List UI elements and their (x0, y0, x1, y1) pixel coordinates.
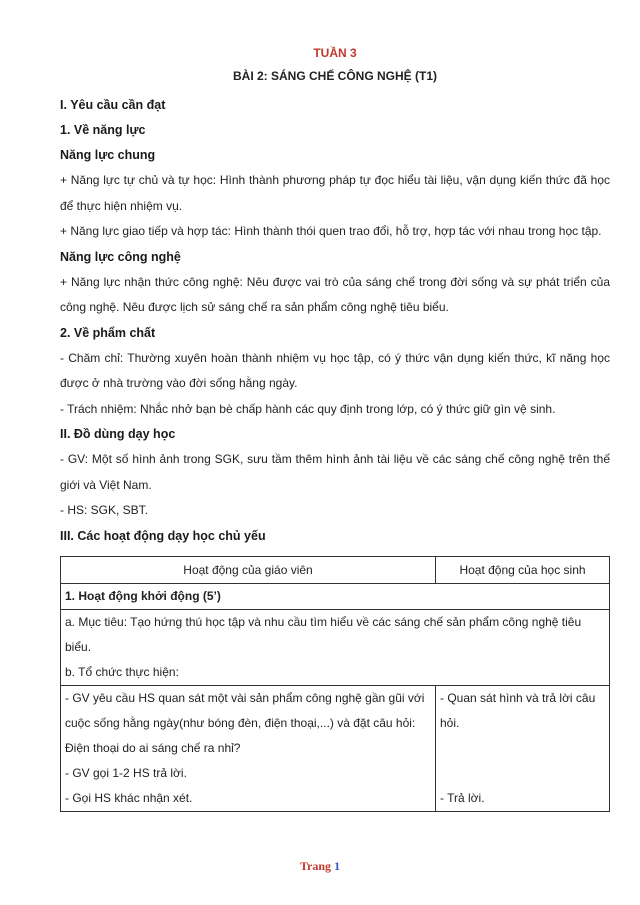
student-step-2: - Trả lời. (440, 790, 485, 805)
quality-responsibility: - Trách nhiệm: Nhắc nhở bạn bè chấp hành các quy định trong lớp, có ý thức giữ gìn vệ sinh. (60, 401, 556, 416)
activity-title: 1. Hoạt động khởi động (5’) (61, 583, 610, 609)
general-competence-1: + Năng lực tự chủ và tự học: Hình thành phương pháp tự đọc hiểu tài liệu, vận dụng kiến thức đã học để thực hiện nhiệm vụ. (60, 173, 610, 213)
materials-student: - HS: SGK, SBT. (60, 503, 149, 517)
quality-diligence: - Chăm chỉ: Thường xuyên hoàn thành nhiệm vụ học tập, có ý thức vận dụng kiến thức, kĩ năng học được ở nhà trường vào đời sống hằng ngày. (60, 350, 610, 390)
page-footer (0, 859, 640, 874)
activity-goal: a. Mục tiêu: Tạo hứng thú học tập và nhu cầu tìm hiểu về các sáng chế sản phẩm công nghệ tiêu biểu. (65, 614, 582, 654)
teacher-step-1: - GV yêu cầu HS quan sát một vài sản phẩm công nghệ gần gũi với cuộc sống hằng ngày(như bóng đèn, điện thoại,...) và đặt câu hỏi: Điện thoại do ai sáng chế ra nhỉ? (65, 690, 425, 755)
tech-competence-1: + Năng lực nhận thức công nghệ: Nêu được vai trò của sáng chế trong đời sống và sự phát triển của công nghệ. Nêu được lịch sử sáng chế ra sản phẩm công nghệ tiêu biểu. (60, 274, 610, 314)
week-title: TUẦN 3 (313, 46, 357, 60)
materials-heading: II. Đồ dùng dạy học (60, 427, 176, 441)
general-competence-heading: Năng lực chung (60, 148, 156, 162)
teacher-step-3: - Gọi HS khác nhận xét. (65, 790, 193, 805)
teacher-column-header: Hoạt động của giáo viên (61, 556, 436, 583)
document-page (60, 44, 610, 812)
page-number: 1 (334, 859, 341, 873)
qualities-heading: 2. Về phẩm chất (60, 325, 156, 340)
teacher-step-2: - GV gọi 1-2 HS trả lời. (65, 765, 187, 780)
activities-heading: III. Các hoạt động dạy học chủ yếu (60, 528, 266, 543)
tech-competence-heading: Năng lực công nghệ (60, 249, 181, 264)
activities-table (60, 556, 610, 812)
footer-label: Trang (299, 859, 332, 873)
table-row (61, 609, 610, 685)
materials-teacher: - GV: Một số hình ảnh trong SGK, sưu tầm thêm hình ảnh tài liệu về các sáng chế công nghệ trên thế giới và Việt Nam. (60, 452, 610, 492)
student-column-header: Hoạt động của học sinh (436, 556, 610, 583)
lesson-title: BÀI 2: SÁNG CHẾ CÔNG NGHỆ (T1) (232, 69, 437, 83)
competence-heading: 1. Về năng lực (60, 123, 146, 137)
general-competence-2: + Năng lực giao tiếp và hợp tác: Hình thành thói quen trao đổi, hỗ trợ, hợp tác với nhau trong học tập. (60, 224, 602, 238)
table-header-row (61, 556, 610, 583)
activity-goal-cell (61, 609, 610, 685)
student-activity-cell (436, 685, 610, 811)
teacher-activity-cell (61, 685, 436, 811)
table-row (61, 685, 610, 811)
section-requirements-heading: I. Yêu cầu cần đạt (60, 98, 166, 112)
student-step-1: - Quan sát hình và trả lời câu hỏi. (440, 690, 596, 730)
table-row (61, 583, 610, 609)
activity-organization: b. Tổ chức thực hiện: (65, 664, 179, 679)
